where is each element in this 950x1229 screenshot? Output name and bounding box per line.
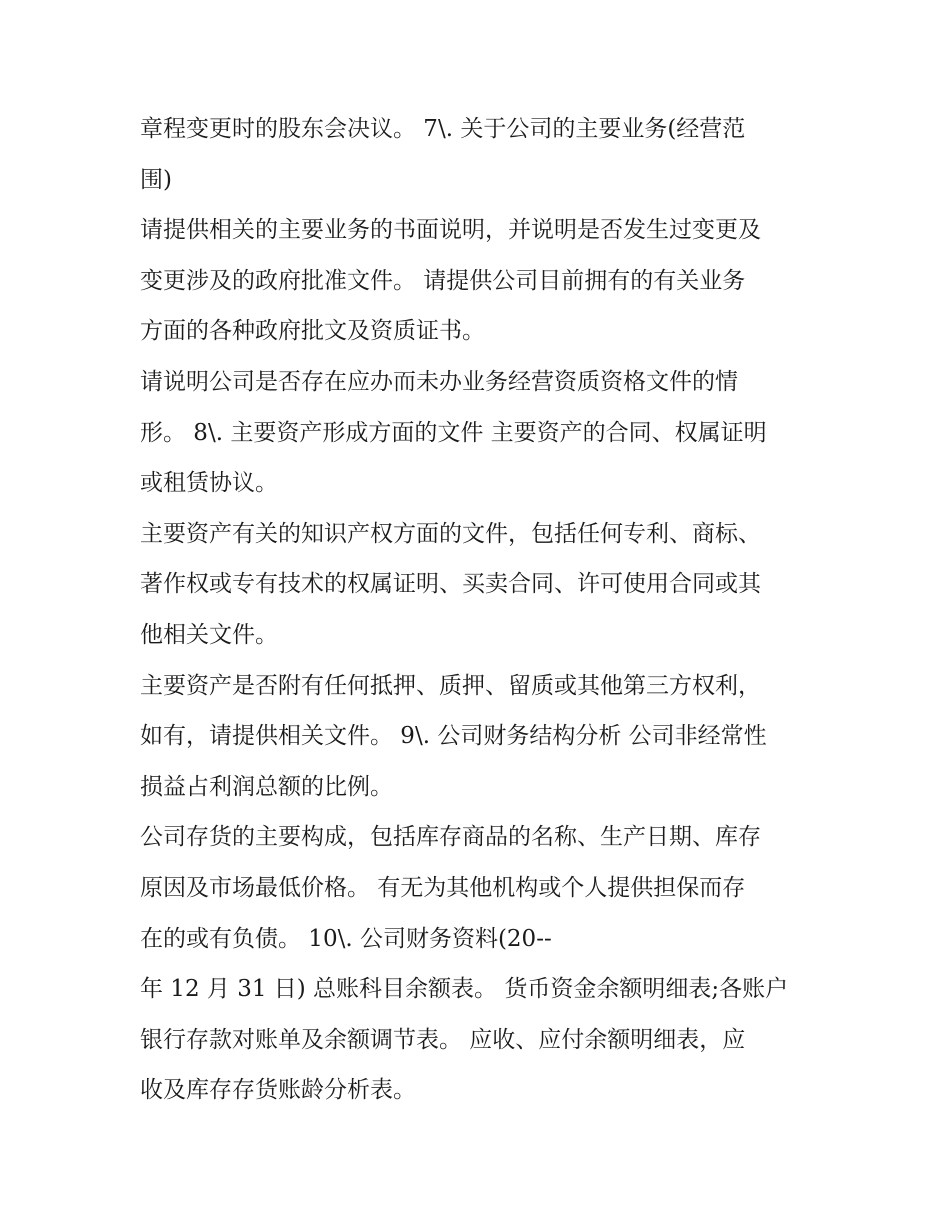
text-line: 请提供相关的主要业务的书面说明，并说明是否发生过变更及 <box>140 217 761 244</box>
text-line: 在的或有负债。 10\. 公司财务资料(20-- <box>140 925 552 952</box>
text-line: 方面的各种政府批文及资质证书。 <box>140 318 485 345</box>
text-line: 著作权或专有技术的权属证明、买卖合同、许可使用合同或其 <box>140 571 761 598</box>
text-line: 形。 8\. 主要资产形成方面的文件 主要资产的合同、权属证明 <box>140 419 767 446</box>
text-line: 或租赁协议。 <box>140 470 278 497</box>
text-line: 银行存款对账单及余额调节表。 应收、应付余额明细表，应 <box>140 1026 746 1053</box>
text-line: 围) <box>140 166 172 193</box>
text-line: 主要资产有关的知识产权方面的文件，包括任何专利、商标、 <box>140 520 761 547</box>
text-line: 公司存货的主要构成，包括库存商品的名称、生产日期、库存 <box>140 824 761 851</box>
document-body <box>140 104 820 1116</box>
text-line: 损益占利润总额的比例。 <box>140 773 393 800</box>
text-line: 原因及市场最低价格。 有无为其他机构或个人提供担保而存 <box>140 874 746 901</box>
text-line: 年 12 月 31 日) 总账科目余额表。 货币资金余额明细表;各账户 <box>140 976 789 1003</box>
text-line: 收及库存存货账龄分析表。 <box>140 1077 416 1104</box>
text-line: 请说明公司是否存在应办而未办业务经营资质资格文件的情 <box>140 368 738 395</box>
text-line: 如有，请提供相关文件。 9\. 公司财务结构分析 公司非经常性 <box>140 723 767 750</box>
text-line: 他相关文件。 <box>140 621 278 648</box>
text-line: 变更涉及的政府批准文件。 请提供公司目前拥有的有关业务 <box>140 267 746 294</box>
text-line: 章程变更时的股东会决议。 7\. 关于公司的主要业务(经营范 <box>140 116 746 142</box>
text-line: 主要资产是否附有任何抵押、质押、留质或其他第三方权利， <box>140 672 761 699</box>
